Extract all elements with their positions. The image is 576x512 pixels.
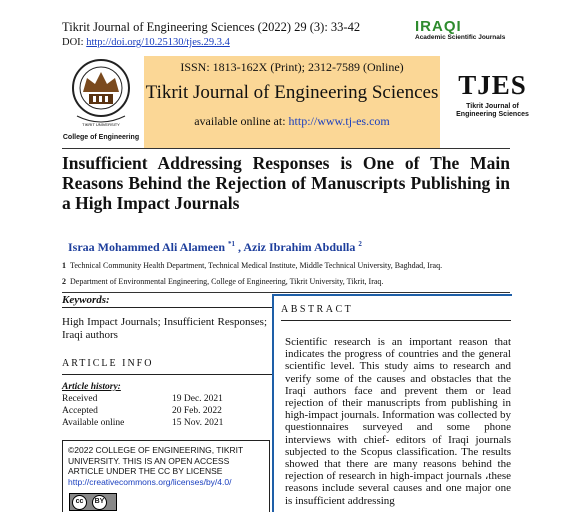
cc-by-badge[interactable]	[69, 493, 117, 511]
iraqi-logo-tagline: Academic Scientific Journals	[415, 34, 506, 41]
history-date: 20 Feb. 2022	[172, 406, 222, 416]
journal-title: Tikrit Journal of Engineering Sciences	[145, 82, 439, 103]
tjes-subtitle	[455, 103, 530, 119]
tjes-mark: TJES	[458, 70, 527, 100]
license-link[interactable]: http://creativecommons.org/licenses/by/4.0/	[68, 476, 232, 487]
journal-banner	[144, 56, 440, 148]
college-seal-icon	[71, 58, 131, 130]
abstract-box	[272, 294, 512, 512]
tjes-subtitle-line2: Engineering Sciences	[456, 111, 529, 118]
license-box	[62, 440, 270, 512]
abstract-divider	[281, 320, 511, 321]
history-date: 19 Dec. 2021	[172, 394, 223, 404]
abstract-heading: ABSTRACT	[281, 304, 354, 315]
author-line	[68, 240, 362, 255]
iraqi-logo-word: IRAQI	[415, 18, 462, 35]
college-label: College of Engineering	[62, 134, 140, 141]
cc-icon: cc	[72, 495, 87, 510]
issn-line: ISSN: 1813-162X (Print); 2312-7589 (Online)	[180, 60, 404, 74]
journal-citation: Tikrit Journal of Engineering Sciences (2022) 29 (3): 33-42	[62, 20, 361, 34]
article-history-heading: Article history:	[62, 382, 121, 392]
college-logo	[62, 58, 140, 150]
history-label: Accepted	[62, 406, 98, 416]
available-prefix: available online at:	[194, 114, 289, 128]
affiliation-text: Technical Community Health Department, Technical Medical Institute, Middle Technical University, Baghdad, Iraq.	[70, 261, 443, 270]
journal-url-link[interactable]: http://www.tj-es.com	[288, 114, 390, 128]
affiliation-number: 2	[62, 277, 66, 286]
tjes-subtitle-line1: Tikrit Journal of	[466, 103, 519, 110]
header-divider	[62, 148, 510, 149]
affiliation	[62, 261, 442, 270]
doi-label: DOI:	[62, 37, 87, 48]
affiliation-number: 1	[62, 261, 66, 270]
author-mark: *1	[228, 240, 235, 248]
author-mark: 2	[358, 240, 362, 248]
affiliation-text: Department of Environmental Engineering, College of Engineering, Tikrit University, Tikrit, Iraq.	[70, 277, 384, 286]
author-name[interactable]: Israa Mohammed Ali Alameen	[68, 240, 225, 254]
license-text: ©2022 COLLEGE OF ENGINEERING, TIKRIT UNIVERSITY. THIS IS AN OPEN ACCESS ARTICLE UNDER THE CC BY LICENSE	[68, 445, 244, 476]
by-icon: BY	[92, 495, 107, 510]
history-date: 15 Nov. 2021	[172, 418, 224, 428]
author-separator: ,	[235, 240, 244, 254]
keywords-heading: Keywords:	[62, 294, 110, 306]
article-info-heading: ARTICLE INFO	[62, 358, 154, 369]
paper-title: Insufficient Addressing Responses is One of The Main Reasons Behind the Rejection of Manuscripts Publishing in a High Impact Journals	[62, 153, 510, 213]
author-name[interactable]: Aziz Ibrahim Abdulla	[243, 240, 356, 254]
keywords-divider	[62, 307, 272, 308]
affiliation	[62, 277, 383, 286]
abstract-text: Scientific research is an important reason that indicates the progress of countries and the general scientific level. This study aims to research and verify some of the causes and obstacles that the Iraqi authors face and prevent them or lead rejection of their manuscripts from publishing in high-impact journals. Information was collected by questionnaires surveyed and some phone interviews with chief- editors of Iraqi journals subjected to the Scopus classification. The results showed that there are many reasons behind the rejection of research in high-impact journals ،these reasons include several causes and one major one is insufficient addressing	[285, 336, 511, 507]
history-label: Received	[62, 394, 98, 404]
section-divider	[62, 292, 510, 293]
iraqi-journals-logo	[415, 20, 525, 46]
tjes-logo	[455, 70, 530, 140]
doi-link[interactable]: http://doi.org/10.25130/tjes.29.3.4	[86, 37, 230, 48]
doi-line	[62, 37, 230, 48]
available-online-line	[144, 114, 440, 129]
history-label: Available online	[62, 418, 125, 428]
keywords-text: High Impact Journals; Insufficient Responses; Iraqi authors	[62, 316, 267, 341]
article-info-divider	[62, 374, 272, 375]
college-seal-text: TIKRIT UNIVERSITY	[82, 122, 120, 127]
